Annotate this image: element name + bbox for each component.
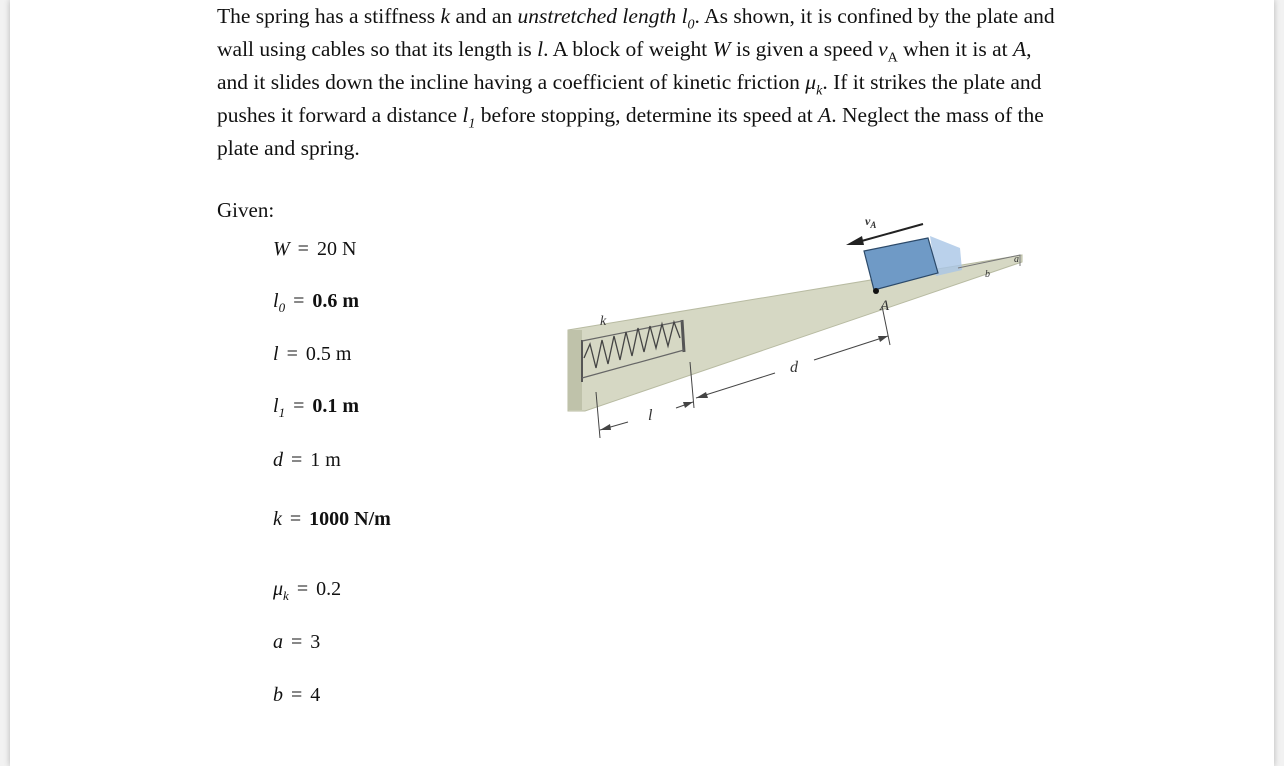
label-k: k <box>600 314 607 329</box>
incline <box>568 255 1022 411</box>
label-A: A <box>880 298 890 314</box>
given-k: k = 1000 N/m <box>273 508 391 530</box>
label-vA: $v_A$ <box>865 214 877 230</box>
wall <box>568 330 582 410</box>
velocity-arrowhead <box>846 236 864 245</box>
dim-d-line2 <box>814 336 888 360</box>
given-d: d = 1 m <box>273 449 341 471</box>
plate <box>682 320 684 352</box>
given-heading: Given: <box>217 198 275 222</box>
given-l0: $l_0 = 0.6$ m <box>273 290 360 315</box>
dim-d-arrow2 <box>878 336 888 342</box>
label-a: a <box>1014 254 1019 265</box>
given-mu: $\mu_k = 0.2$ <box>273 578 342 603</box>
dim-d-arrow1 <box>696 392 708 398</box>
dim-l-arrow1 <box>600 424 611 430</box>
label-b: b <box>985 269 990 280</box>
given-b: b = 4 <box>273 684 321 706</box>
label-l: l <box>648 407 653 424</box>
given-W: W = 20 N <box>273 238 357 260</box>
label-d: d <box>790 359 798 376</box>
given-a: a = 3 <box>273 631 321 653</box>
dim-l-arrow2 <box>683 402 693 408</box>
point-A <box>873 288 879 294</box>
dim-d-line1 <box>696 373 775 398</box>
given-l1: $l_1 = 0.1$ m <box>273 395 360 420</box>
given-l: l = 0.5 m <box>273 343 352 365</box>
problem-statement: The spring has a stiffness k and an unstretched length $l_0$. As shown, it is confined by the plate and wall using cables so that its length is l. A block of weight W is given a speed $v_A$ when it is at A, and it slides down the incline having a coefficient of kinetic friction $\mu_k$. If it strikes the plate and pushes it forward a distance $l_1$ before stopping, determine its speed at A. Neglect the mass of the plate and spring. <box>217 4 1055 160</box>
